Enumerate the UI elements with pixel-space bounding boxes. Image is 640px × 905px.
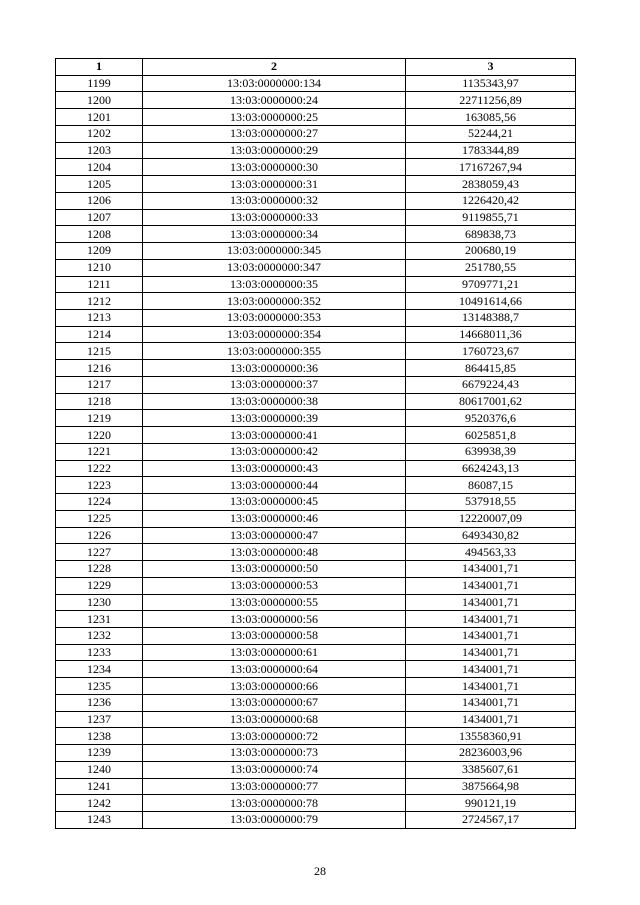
cadastral-number-cell: 13:03:0000000:347	[143, 259, 406, 276]
row-number-cell: 1209	[56, 243, 143, 260]
value-cell: 9520376,6	[406, 410, 576, 427]
value-cell: 864415,85	[406, 360, 576, 377]
value-cell: 200680,19	[406, 243, 576, 260]
cadastral-number-cell: 13:03:0000000:354	[143, 326, 406, 343]
data-table	[55, 58, 576, 829]
table-row	[56, 544, 576, 561]
table-row	[56, 711, 576, 728]
table-row	[56, 125, 576, 142]
cadastral-number-cell: 13:03:0000000:78	[143, 795, 406, 812]
row-number-cell: 1234	[56, 661, 143, 678]
table-row	[56, 694, 576, 711]
cadastral-number-cell: 13:03:0000000:41	[143, 427, 406, 444]
cadastral-number-cell: 13:03:0000000:32	[143, 192, 406, 209]
value-cell: 3875664,98	[406, 778, 576, 795]
cadastral-number-cell: 13:03:0000000:44	[143, 477, 406, 494]
row-number-cell: 1218	[56, 393, 143, 410]
cadastral-number-cell: 13:03:0000000:48	[143, 544, 406, 561]
value-cell: 163085,56	[406, 109, 576, 126]
table-row	[56, 678, 576, 695]
table-row	[56, 812, 576, 829]
cadastral-number-cell: 13:03:0000000:33	[143, 209, 406, 226]
cadastral-number-cell: 13:03:0000000:37	[143, 376, 406, 393]
value-cell: 12220007,09	[406, 510, 576, 527]
table-row	[56, 159, 576, 176]
table-row	[56, 75, 576, 92]
table-row	[56, 795, 576, 812]
row-number-cell: 1243	[56, 812, 143, 829]
table-row	[56, 393, 576, 410]
value-cell: 10491614,66	[406, 293, 576, 310]
table-body	[56, 75, 576, 828]
table-row	[56, 561, 576, 578]
table-row	[56, 360, 576, 377]
value-cell: 14668011,36	[406, 326, 576, 343]
row-number-cell: 1204	[56, 159, 143, 176]
cadastral-number-cell: 13:03:0000000:55	[143, 594, 406, 611]
value-cell: 1434001,71	[406, 661, 576, 678]
cadastral-number-cell: 13:03:0000000:73	[143, 745, 406, 762]
cadastral-number-cell: 13:03:0000000:35	[143, 276, 406, 293]
value-cell: 1434001,71	[406, 678, 576, 695]
row-number-cell: 1207	[56, 209, 143, 226]
row-number-cell: 1236	[56, 694, 143, 711]
table-row	[56, 644, 576, 661]
value-cell: 251780,55	[406, 259, 576, 276]
cadastral-number-cell: 13:03:0000000:66	[143, 678, 406, 695]
table-row	[56, 745, 576, 762]
table-row	[56, 326, 576, 343]
header-row	[56, 59, 576, 76]
row-number-cell: 1233	[56, 644, 143, 661]
value-cell: 1434001,71	[406, 644, 576, 661]
row-number-cell: 1214	[56, 326, 143, 343]
table-row	[56, 310, 576, 327]
row-number-cell: 1231	[56, 611, 143, 628]
value-cell: 13558360,91	[406, 728, 576, 745]
cadastral-number-cell: 13:03:0000000:61	[143, 644, 406, 661]
table-row	[56, 611, 576, 628]
row-number-cell: 1221	[56, 443, 143, 460]
table-row	[56, 494, 576, 511]
cadastral-number-cell: 13:03:0000000:77	[143, 778, 406, 795]
row-number-cell: 1220	[56, 427, 143, 444]
row-number-cell: 1239	[56, 745, 143, 762]
row-number-cell: 1211	[56, 276, 143, 293]
value-cell: 1760723,67	[406, 343, 576, 360]
value-cell: 1783344,89	[406, 142, 576, 159]
row-number-cell: 1235	[56, 678, 143, 695]
value-cell: 1434001,71	[406, 711, 576, 728]
cadastral-number-cell: 13:03:0000000:34	[143, 226, 406, 243]
row-number-cell: 1208	[56, 226, 143, 243]
table-header	[56, 59, 576, 76]
value-cell: 1434001,71	[406, 561, 576, 578]
row-number-cell: 1240	[56, 761, 143, 778]
row-number-cell: 1230	[56, 594, 143, 611]
cadastral-number-cell: 13:03:0000000:39	[143, 410, 406, 427]
row-number-cell: 1242	[56, 795, 143, 812]
cadastral-number-cell: 13:03:0000000:42	[143, 443, 406, 460]
cadastral-number-cell: 13:03:0000000:29	[143, 142, 406, 159]
cadastral-number-cell: 13:03:0000000:353	[143, 310, 406, 327]
column-header-1: 1	[56, 59, 143, 76]
value-cell: 1434001,71	[406, 611, 576, 628]
table-row	[56, 243, 576, 260]
cadastral-number-cell: 13:03:0000000:25	[143, 109, 406, 126]
cadastral-number-cell: 13:03:0000000:64	[143, 661, 406, 678]
row-number-cell: 1206	[56, 192, 143, 209]
column-header-2: 2	[143, 59, 406, 76]
cadastral-number-cell: 13:03:0000000:27	[143, 125, 406, 142]
row-number-cell: 1224	[56, 494, 143, 511]
table-row	[56, 661, 576, 678]
row-number-cell: 1199	[56, 75, 143, 92]
row-number-cell: 1219	[56, 410, 143, 427]
table-row	[56, 510, 576, 527]
cadastral-number-cell: 13:03:0000000:24	[143, 92, 406, 109]
row-number-cell: 1213	[56, 310, 143, 327]
table-row	[56, 761, 576, 778]
value-cell: 689838,73	[406, 226, 576, 243]
row-number-cell: 1225	[56, 510, 143, 527]
table-row	[56, 410, 576, 427]
row-number-cell: 1215	[56, 343, 143, 360]
value-cell: 2724567,17	[406, 812, 576, 829]
table-row	[56, 577, 576, 594]
row-number-cell: 1226	[56, 527, 143, 544]
table-row	[56, 427, 576, 444]
value-cell: 1434001,71	[406, 594, 576, 611]
cadastral-number-cell: 13:03:0000000:45	[143, 494, 406, 511]
cadastral-number-cell: 13:03:0000000:355	[143, 343, 406, 360]
value-cell: 22711256,89	[406, 92, 576, 109]
value-cell: 6679224,43	[406, 376, 576, 393]
table-row	[56, 460, 576, 477]
value-cell: 537918,55	[406, 494, 576, 511]
value-cell: 17167267,94	[406, 159, 576, 176]
value-cell: 13148388,7	[406, 310, 576, 327]
table-row	[56, 627, 576, 644]
table-row	[56, 527, 576, 544]
row-number-cell: 1210	[56, 259, 143, 276]
row-number-cell: 1222	[56, 460, 143, 477]
value-cell: 1434001,71	[406, 694, 576, 711]
table-row	[56, 209, 576, 226]
row-number-cell: 1205	[56, 176, 143, 193]
value-cell: 6025851,8	[406, 427, 576, 444]
row-number-cell: 1228	[56, 561, 143, 578]
cadastral-number-cell: 13:03:0000000:30	[143, 159, 406, 176]
row-number-cell: 1241	[56, 778, 143, 795]
column-header-3: 3	[406, 59, 576, 76]
table-row	[56, 92, 576, 109]
row-number-cell: 1232	[56, 627, 143, 644]
table-row	[56, 443, 576, 460]
table-row	[56, 594, 576, 611]
cadastral-number-cell: 13:03:0000000:53	[143, 577, 406, 594]
table-row	[56, 477, 576, 494]
row-number-cell: 1223	[56, 477, 143, 494]
value-cell: 9119855,71	[406, 209, 576, 226]
value-cell: 494563,33	[406, 544, 576, 561]
cadastral-number-cell: 13:03:0000000:36	[143, 360, 406, 377]
table-row	[56, 192, 576, 209]
row-number-cell: 1212	[56, 293, 143, 310]
cadastral-number-cell: 13:03:0000000:58	[143, 627, 406, 644]
value-cell: 990121,19	[406, 795, 576, 812]
value-cell: 639938,39	[406, 443, 576, 460]
row-number-cell: 1203	[56, 142, 143, 159]
value-cell: 1135343,97	[406, 75, 576, 92]
table-row	[56, 259, 576, 276]
row-number-cell: 1217	[56, 376, 143, 393]
value-cell: 1434001,71	[406, 577, 576, 594]
value-cell: 52244,21	[406, 125, 576, 142]
cadastral-number-cell: 13:03:0000000:352	[143, 293, 406, 310]
table-row	[56, 109, 576, 126]
row-number-cell: 1202	[56, 125, 143, 142]
row-number-cell: 1200	[56, 92, 143, 109]
value-cell: 2838059,43	[406, 176, 576, 193]
table-row	[56, 293, 576, 310]
value-cell: 6493430,82	[406, 527, 576, 544]
cadastral-number-cell: 13:03:0000000:74	[143, 761, 406, 778]
table-row	[56, 728, 576, 745]
cadastral-number-cell: 13:03:0000000:31	[143, 176, 406, 193]
table-row	[56, 343, 576, 360]
cadastral-number-cell: 13:03:0000000:134	[143, 75, 406, 92]
value-cell: 1434001,71	[406, 627, 576, 644]
cadastral-number-cell: 13:03:0000000:68	[143, 711, 406, 728]
row-number-cell: 1216	[56, 360, 143, 377]
cadastral-number-cell: 13:03:0000000:46	[143, 510, 406, 527]
value-cell: 28236003,96	[406, 745, 576, 762]
cadastral-number-cell: 13:03:0000000:67	[143, 694, 406, 711]
value-cell: 3385607,61	[406, 761, 576, 778]
table-row	[56, 226, 576, 243]
table-row	[56, 276, 576, 293]
value-cell: 80617001,62	[406, 393, 576, 410]
table-row	[56, 176, 576, 193]
cadastral-number-cell: 13:03:0000000:38	[143, 393, 406, 410]
cadastral-number-cell: 13:03:0000000:345	[143, 243, 406, 260]
row-number-cell: 1229	[56, 577, 143, 594]
cadastral-number-cell: 13:03:0000000:72	[143, 728, 406, 745]
cadastral-number-cell: 13:03:0000000:50	[143, 561, 406, 578]
cadastral-number-cell: 13:03:0000000:43	[143, 460, 406, 477]
row-number-cell: 1237	[56, 711, 143, 728]
row-number-cell: 1238	[56, 728, 143, 745]
cadastral-number-cell: 13:03:0000000:56	[143, 611, 406, 628]
value-cell: 6624243,13	[406, 460, 576, 477]
page-number: 28	[314, 864, 326, 878]
cadastral-number-cell: 13:03:0000000:47	[143, 527, 406, 544]
cadastral-number-cell: 13:03:0000000:79	[143, 812, 406, 829]
value-cell: 9709771,21	[406, 276, 576, 293]
row-number-cell: 1227	[56, 544, 143, 561]
row-number-cell: 1201	[56, 109, 143, 126]
table-row	[56, 142, 576, 159]
table-row	[56, 376, 576, 393]
table-row	[56, 778, 576, 795]
value-cell: 86087,15	[406, 477, 576, 494]
value-cell: 1226420,42	[406, 192, 576, 209]
